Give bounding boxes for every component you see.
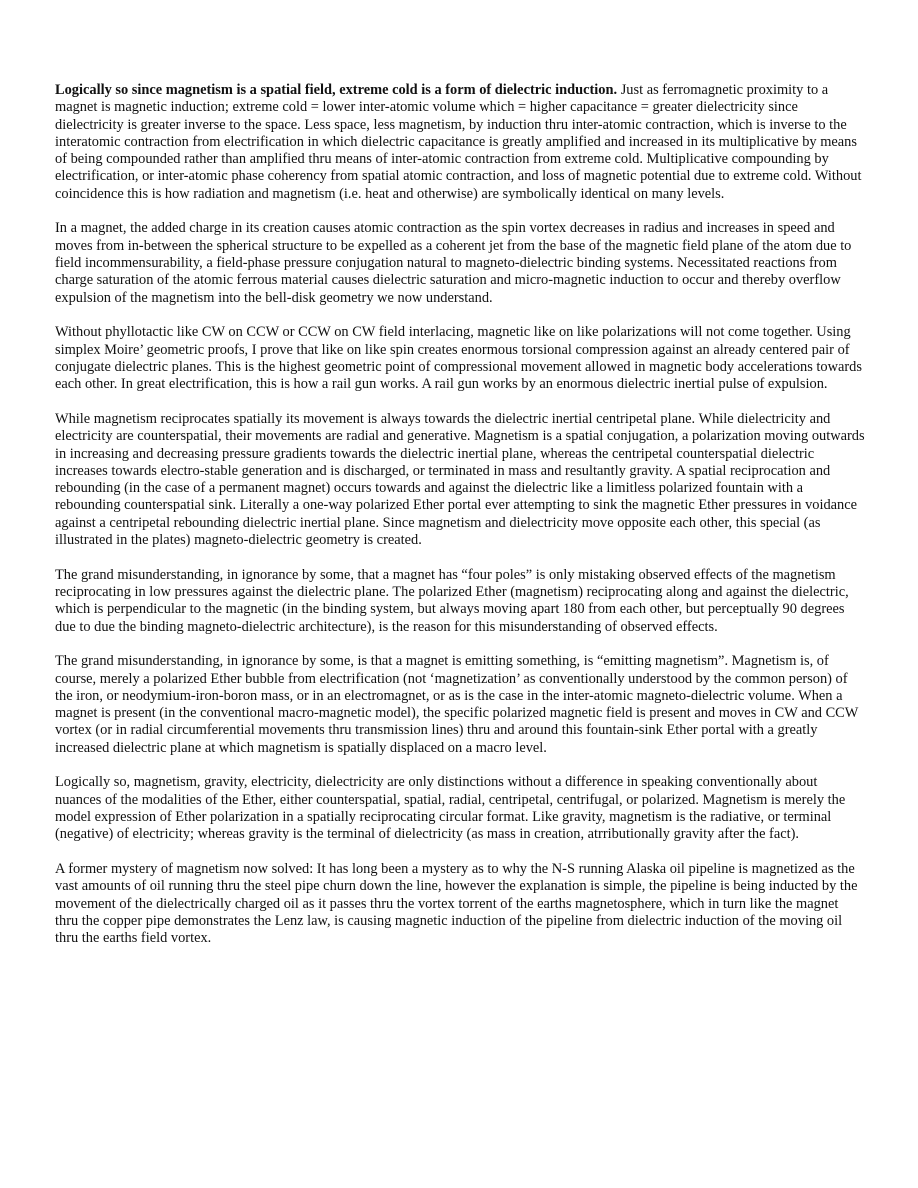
paragraph-3 [55,324,865,393]
paragraph-5-text: The grand misunderstanding, in ignorance by some, that a magnet has “four poles” is only mistaking observed effects of the magnetism reciprocating in low pressures against the dielectric plane. The polarized Ether (magnetism) reciprocating along and against the dielectric, which is perpendicular to the magnetic (in the binding system, but always moving apart 180 from each other, but perceptually 90 degrees due to due the binding magneto-dielectric architecture), is the reason for this misunderstanding of observed effects. [55,566,849,635]
paragraph-1-lead: Logically so since magnetism is a spatial field, extreme cold is a form of dielectric induction. [55,82,618,98]
paragraph-7 [55,774,865,843]
paragraph-2 [55,220,865,306]
paragraph-7-text: Logically so, magnetism, gravity, electricity, dielectricity are only distinctions without a difference in speaking conventionally about nuances of the modalities of the Ether, either counterspatial, spatial, radial, centripetal, centrifugal, or polarized. Magnetism is merely the model expression of Ether polarization in a spatially reciprocating circular format. Like gravity, magnetism is the radiative, or terminal (negative) of electricity; whereas gravity is the terminal of dielectricity (as mass in creation, atrributionally gravity after the fact). [55,774,846,843]
paragraph-6-text: The grand misunderstanding, in ignorance by some, is that a magnet is emitting something, is “emitting magnetism”. Magnetism is, of course, merely a polarized Ether bubble from electrification (not ‘magnetization’ as conventionally understood by the common person) of the iron, or neodymium-iron-boron mass, or in an electromagnet, or as is the case in the inter-atomic magneto-dielectric volume. When a magnet is present (in the conventional macro-magnetic model), the specific polarized magnetic field is present and moves in CW and CCW vortex (or in radial circumferential movements thru transmission lines) thru and around this fountain-sink Ether portal with a greatly increased dielectric plane at which magnetism is spatially displaced on a macro level. [55,653,859,756]
paragraph-6 [55,653,865,757]
paragraph-8 [55,861,865,947]
paragraph-2-text: In a magnet, the added charge in its creation causes atomic contraction as the spin vortex decreases in radius and increases in speed and moves from in-between the spherical structure to be expelled as a coherent jet from the base of the magnetic field plane of the atom due to field incommensurability, a field-phase pressure conjugation natural to magneto-dielectric binding systems. Necessitated reactions from charge saturation of the atomic ferrous material causes dielectric saturation and micro-magnetic induction to occur and thereby overflow expulsion of the magnetism into the bell-disk geometry we now understand. [55,220,852,306]
paragraph-4-text: While magnetism reciprocates spatially its movement is always towards the dielectric inertial centripetal plane. While dielectricity and electricity are counterspatial, their movements are radial and generative. Magnetism is a spatial conjugation, a polarization moving outwards in increasing and decreasing pressure gradients towards the dielectric inertial plane, whereas the centripetal counterspatial dielectric increases towards electro-stable generation and is discharged, or terminated in mass and resultantly gravity. A spatial reciprocation and rebounding (in the case of a permanent magnet) occurs towards and against the dielectric like a limitless polarized fountain with a rebounding counterspatial sink. Literally a one-way polarized Ether portal ever attempting to sink the magnetic Ether pressures in voidance against a centripetal rebounding dielectric inertial plane. Since magnetism and dielectricity move opposite each other, this special (as illustrated in the plates) magneto-dielectric geometry is created. [55,410,865,548]
paragraph-5 [55,567,865,636]
paragraph-3-text: Without phyllotactic like CW on CCW or CCW on CW field interlacing, magnetic like on like polarizations will not come together. Using simplex Moire’ geometric proofs, I prove that like on like spin creates enormous torsional compression against an already centered pair of conjugate dielectric planes. This is the highest geometric point of compressional movement allowed in magnetic body accelerations towards each other. In great electrification, this is how a rail gun works. A rail gun works by an enormous dielectric inertial pulse of expulsion. [55,324,862,393]
document-page [55,82,865,965]
paragraph-1 [55,82,865,203]
paragraph-4 [55,411,865,549]
paragraph-8-text: A former mystery of magnetism now solved: It has long been a mystery as to why the N-S running Alaska oil pipeline is magnetized as the vast amounts of oil running thru the steel pipe churn down the line, however the explanation is simple, the pipeline is being inducted by the movement of the dielectrically charged oil as it passes thru the vortex torrent of the earths magnetosphere, which in turn like the magnet thru the copper pipe demonstrates the Lenz law, is causing magnetic induction of the pipeline from dielectric induction of the moving oil thru the earths field vortex. [55,861,858,947]
paragraph-1-text: Just as ferromagnetic proximity to a magnet is magnetic induction; extreme cold = lower inter-atomic volume which = higher capacitance = greater dielectricity since dielectricity is greater inverse to the space. Less space, less magnetism, by induction thru inter-atomic contraction, which is inverse to the interatomic contraction from electrification in which dielectric capacitance is greatly amplified and increased in its multiplicative by means of being compounded rather than amplified thru means of inter-atomic contraction from extreme cold. Multiplicative compounding by electrification, or inter-atomic phase coherency from spatial atomic contraction, and loss of magnetic potential due to extreme cold. Without coincidence this is how radiation and magnetism (i.e. heat and otherwise) are symbolically identical on many levels. [55,82,862,202]
